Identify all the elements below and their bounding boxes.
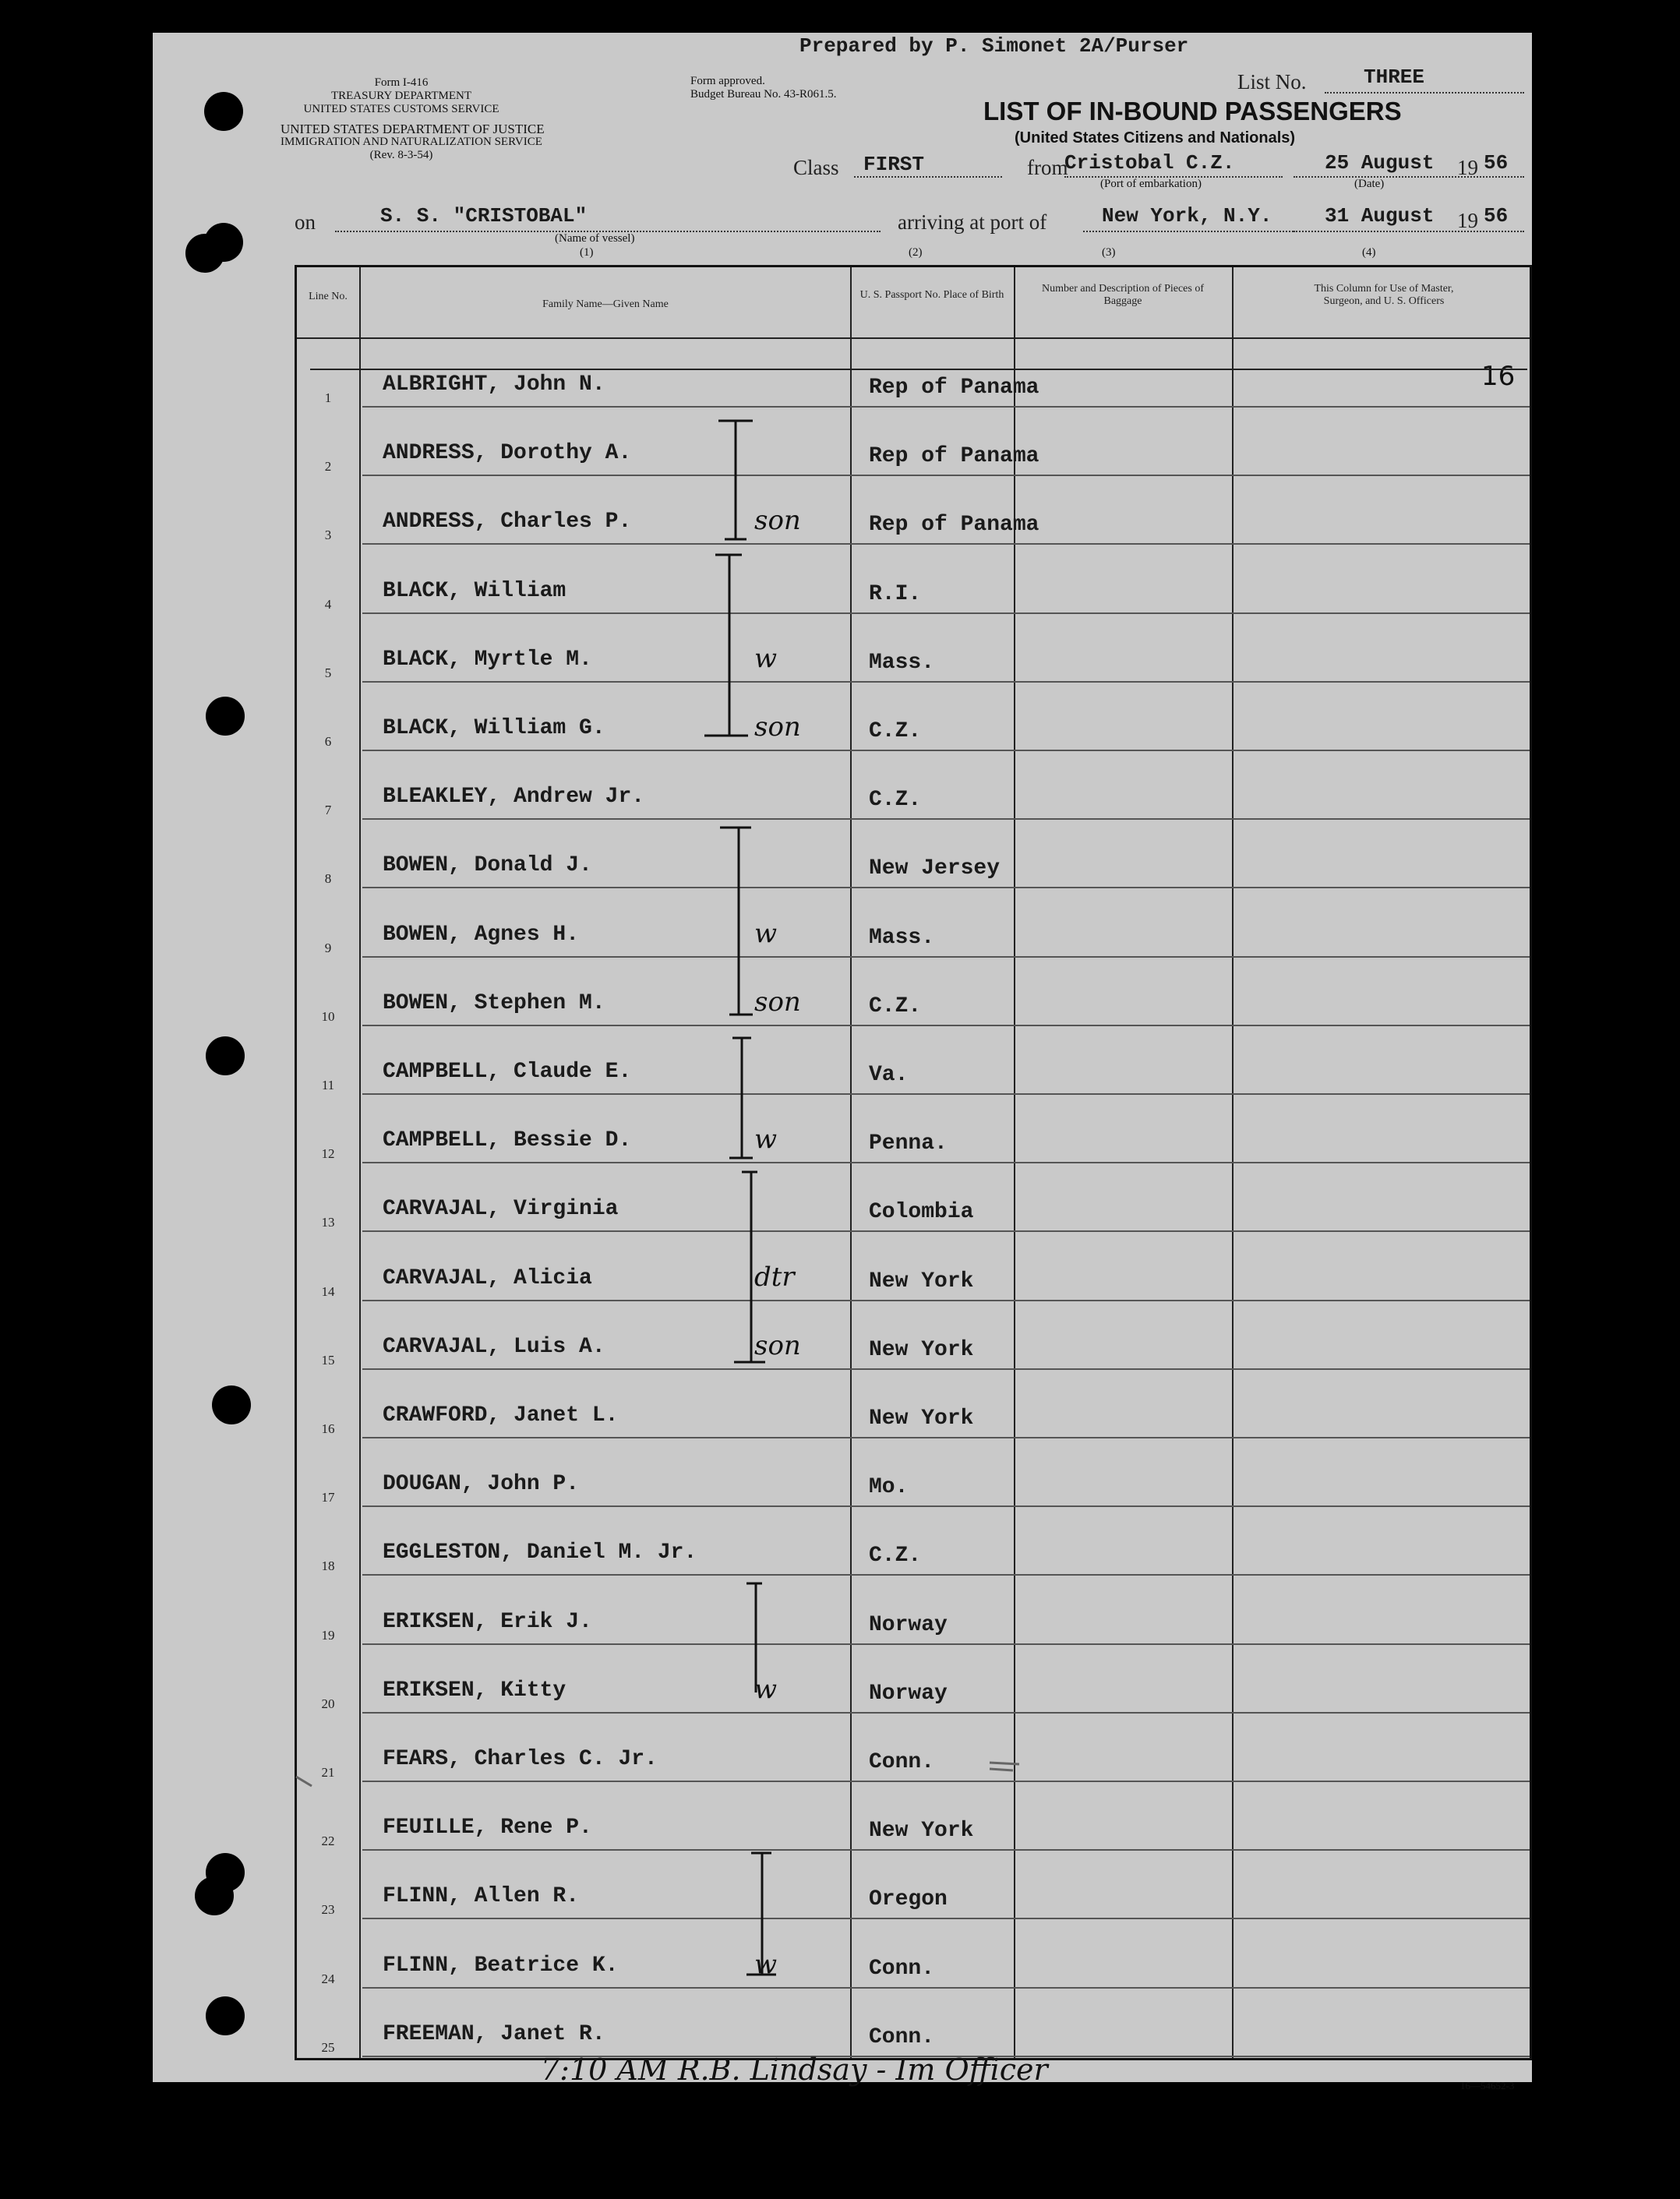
table-row: [297, 1438, 1530, 1507]
relation-note: son: [754, 711, 801, 743]
approval-block: [690, 75, 836, 101]
table-row: [297, 1851, 1530, 1919]
relation-note: son: [754, 1329, 801, 1361]
passenger-table: [295, 265, 1532, 2060]
line-number: 19: [321, 1627, 335, 1643]
passenger-name: EGGLESTON, Daniel M. Jr.: [383, 1541, 697, 1565]
table-row: [297, 1714, 1530, 1782]
vessel-caption: (Name of vessel): [555, 232, 635, 245]
binder-hole: [204, 92, 243, 131]
form-justice: UNITED STATES DEPARTMENT OF JUSTICE: [281, 122, 545, 136]
form-ins: IMMIGRATION AND NATURALIZATION SERVICE: [281, 136, 542, 148]
passenger-name: BLEAKLEY, Andrew Jr.: [383, 785, 645, 810]
line-number: 13: [321, 1215, 335, 1230]
line-number: 12: [321, 1146, 335, 1162]
line-number: 22: [321, 1834, 335, 1849]
binder-hole: [185, 234, 224, 273]
page-subtitle: (United States Citizens and Nationals): [1015, 129, 1296, 146]
form-dept: TREASURY DEPARTMENT: [330, 90, 472, 102]
table-row: [297, 614, 1530, 683]
table-row: [297, 1095, 1530, 1163]
passenger-name: DOUGAN, John P.: [383, 1472, 580, 1497]
table-row: [297, 751, 1530, 820]
birth-place: Norway: [869, 1681, 948, 1706]
table-row: [297, 1233, 1530, 1301]
birth-place: R.I.: [869, 581, 922, 606]
birth-place: Conn.: [869, 1956, 935, 1981]
birth-place: Mass.: [869, 925, 935, 950]
passenger-name: FLINN, Beatrice K.: [383, 1953, 619, 1978]
binder-hole: [195, 1876, 234, 1915]
table-row: [297, 820, 1530, 888]
table-row: [297, 1163, 1530, 1232]
passenger-name: BLACK, William G.: [383, 716, 605, 740]
form-block: [281, 76, 545, 162]
vessel-name: S. S. "CRISTOBAL": [380, 204, 588, 228]
relation-note: w: [754, 1948, 778, 1980]
line-number: 18: [321, 1558, 335, 1574]
binder-hole: [212, 1385, 251, 1424]
passenger-name: ERIKSEN, Erik J.: [383, 1609, 592, 1634]
binder-hole: [206, 1036, 245, 1075]
relation-note: son: [754, 986, 801, 1018]
passenger-name: BLACK, Myrtle M.: [383, 647, 592, 672]
header-baggage: Number and Description of Pieces of Baggage: [1042, 283, 1204, 307]
line-number: 11: [321, 1078, 335, 1092]
list-no-label: List No.: [1237, 70, 1307, 94]
arriving-label: arriving at port of: [898, 210, 1047, 234]
arrival-date-line: [1294, 231, 1524, 232]
table-row: [297, 339, 1530, 408]
embark-year: 56: [1484, 151, 1509, 175]
on-label: on: [295, 210, 316, 234]
table-row: [297, 683, 1530, 751]
line-number: 3: [324, 528, 332, 543]
col3-caption: (3): [1102, 246, 1116, 259]
from-caption: (Port of embarkation): [1100, 178, 1202, 190]
relation-note: w: [754, 1673, 778, 1705]
table-row: [297, 1576, 1530, 1645]
birth-place: Oregon: [869, 1887, 948, 1912]
from-label: from: [1027, 156, 1068, 179]
table-row: [297, 1989, 1530, 2057]
passenger-name: CARVAJAL, Luis A.: [383, 1334, 605, 1359]
arrival-year: 56: [1484, 204, 1509, 228]
signature-line: 7:10 AM R.B. Lindsay - Im Officer: [541, 2053, 1048, 2087]
birth-place: Rep of Panama: [869, 513, 1039, 538]
table-row: [297, 958, 1530, 1026]
table-row: [297, 889, 1530, 958]
list-no-line: [1325, 92, 1524, 94]
table-row: [297, 1370, 1530, 1438]
passenger-name: ANDRESS, Charles P.: [383, 510, 632, 535]
birth-place: Mo.: [869, 1475, 909, 1500]
passenger-name: ANDRESS, Dorothy A.: [383, 441, 632, 466]
line-number: 14: [321, 1283, 335, 1299]
passenger-name: BLACK, William: [383, 578, 566, 603]
officer-note: 16: [1481, 361, 1516, 392]
relation-note: w: [754, 642, 778, 674]
passenger-name: FEUILLE, Rene P.: [383, 1816, 592, 1841]
line-number: 23: [321, 1902, 335, 1918]
birth-place: Norway: [869, 1612, 948, 1637]
col2-caption: (2): [909, 246, 923, 259]
footer-code: 16—54652-3: [1460, 2080, 1515, 2091]
arrival-port: New York, N.Y.: [1102, 204, 1272, 228]
table-row: [297, 408, 1530, 476]
birth-place: New York: [869, 1337, 974, 1362]
birth-place: Penna.: [869, 1131, 948, 1156]
passenger-name: ERIKSEN, Kitty: [383, 1678, 566, 1703]
birth-place: New York: [869, 1819, 974, 1844]
form-rev: (Rev. 8-3-54): [369, 149, 433, 161]
passenger-name: FLINN, Allen R.: [383, 1884, 580, 1909]
line-number: 15: [321, 1352, 335, 1368]
table-row: [297, 545, 1530, 614]
list-no-value: THREE: [1364, 65, 1425, 89]
birth-place: New Jersey: [869, 856, 1001, 881]
passenger-name: BOWEN, Donald J.: [383, 853, 592, 878]
birth-place: Conn.: [869, 1750, 935, 1774]
prepared-by: Prepared by P. Simonet 2A/Purser: [799, 34, 1189, 58]
table-row: [297, 1301, 1530, 1370]
passenger-name: CRAWFORD, Janet L.: [383, 1403, 619, 1428]
birth-place: Rep of Panama: [869, 376, 1039, 400]
arrival-port-line: [1083, 231, 1294, 232]
embark-date: 25 August: [1325, 151, 1435, 175]
line-number: 8: [324, 871, 332, 887]
header-passport: U. S. Passport No. Place of Birth: [859, 289, 1004, 301]
line-number: 25: [321, 2039, 335, 2055]
col4-caption: (4): [1362, 246, 1376, 259]
line-number: 21: [321, 1765, 335, 1780]
passenger-name: BOWEN, Stephen M.: [383, 990, 605, 1015]
table-row: [297, 1026, 1530, 1095]
birth-place: C.Z.: [869, 788, 922, 813]
line-number: 9: [324, 940, 332, 955]
binder-hole: [206, 1996, 245, 2035]
col1-caption: (1): [580, 246, 594, 259]
passenger-name: CAMPBELL, Bessie D.: [383, 1128, 632, 1153]
relation-note: son: [754, 505, 801, 537]
date-caption: (Date): [1354, 178, 1385, 190]
birth-place: Va.: [869, 1063, 909, 1087]
relation-note: w: [754, 1124, 778, 1156]
table-row: [297, 1507, 1530, 1576]
table-row: [297, 1782, 1530, 1851]
embark-port: Cristobal C.Z.: [1064, 151, 1235, 175]
line-number: 4: [324, 596, 332, 612]
line-number: 24: [321, 1971, 335, 1986]
line-number: 20: [321, 1696, 335, 1711]
birth-place: New York: [869, 1407, 974, 1431]
form-approved: Form approved.: [690, 75, 765, 87]
birth-place: New York: [869, 1269, 974, 1294]
header-name: Family Name—Given Name: [542, 298, 669, 310]
line-number: 2: [324, 459, 332, 475]
passenger-name: FREEMAN, Janet R.: [383, 2021, 605, 2046]
birth-place: C.Z.: [869, 1544, 922, 1569]
line-number: 7: [324, 803, 332, 818]
birth-place: C.Z.: [869, 994, 922, 1018]
passenger-name: CAMPBELL, Claude E.: [383, 1060, 632, 1084]
relation-note: dtr: [754, 1261, 795, 1293]
embark-year-prefix: 19: [1457, 156, 1478, 179]
birth-place: C.Z.: [869, 719, 922, 743]
line-number: 17: [321, 1490, 335, 1505]
line-number: 10: [321, 1008, 335, 1024]
passenger-name: BOWEN, Agnes H.: [383, 922, 580, 947]
arrival-date: 31 August: [1325, 204, 1435, 228]
line-number: 16: [321, 1421, 335, 1436]
passenger-name: ALBRIGHT, John N.: [383, 372, 605, 397]
embark-date-line: [1294, 176, 1524, 178]
passenger-name: FEARS, Charles C. Jr.: [383, 1747, 658, 1771]
birth-place: Mass.: [869, 650, 935, 675]
line-number: 6: [324, 734, 332, 749]
form-number: Form I-416: [374, 76, 429, 89]
birth-place: Colombia: [869, 1200, 974, 1225]
table-row: [297, 1920, 1530, 1989]
arrival-year-prefix: 19: [1457, 209, 1478, 232]
form-service: UNITED STATES CUSTOMS SERVICE: [303, 103, 499, 115]
birth-place: Conn.: [869, 2024, 935, 2049]
budget-number: Budget Bureau No. 43-R061.5.: [690, 88, 837, 101]
class-label: Class: [793, 156, 839, 179]
header-officers: This Column for Use of Master, Surgeon, and U. S. Officers: [1314, 283, 1454, 307]
table-row: [297, 1645, 1530, 1714]
class-value: FIRST: [863, 153, 925, 176]
birth-place: Rep of Panama: [869, 444, 1039, 469]
page-title: LIST OF IN-BOUND PASSENGERS: [983, 97, 1402, 125]
passenger-name: CARVAJAL, Alicia: [383, 1265, 592, 1290]
class-line: [854, 176, 1002, 178]
line-number: 1: [324, 390, 332, 405]
line-number: 5: [324, 665, 332, 680]
table-row: [297, 476, 1530, 545]
binder-hole: [206, 697, 245, 736]
passenger-name: CARVAJAL, Virginia: [383, 1197, 619, 1222]
relation-note: w: [754, 917, 778, 949]
header-line-no: Line No.: [309, 291, 348, 302]
